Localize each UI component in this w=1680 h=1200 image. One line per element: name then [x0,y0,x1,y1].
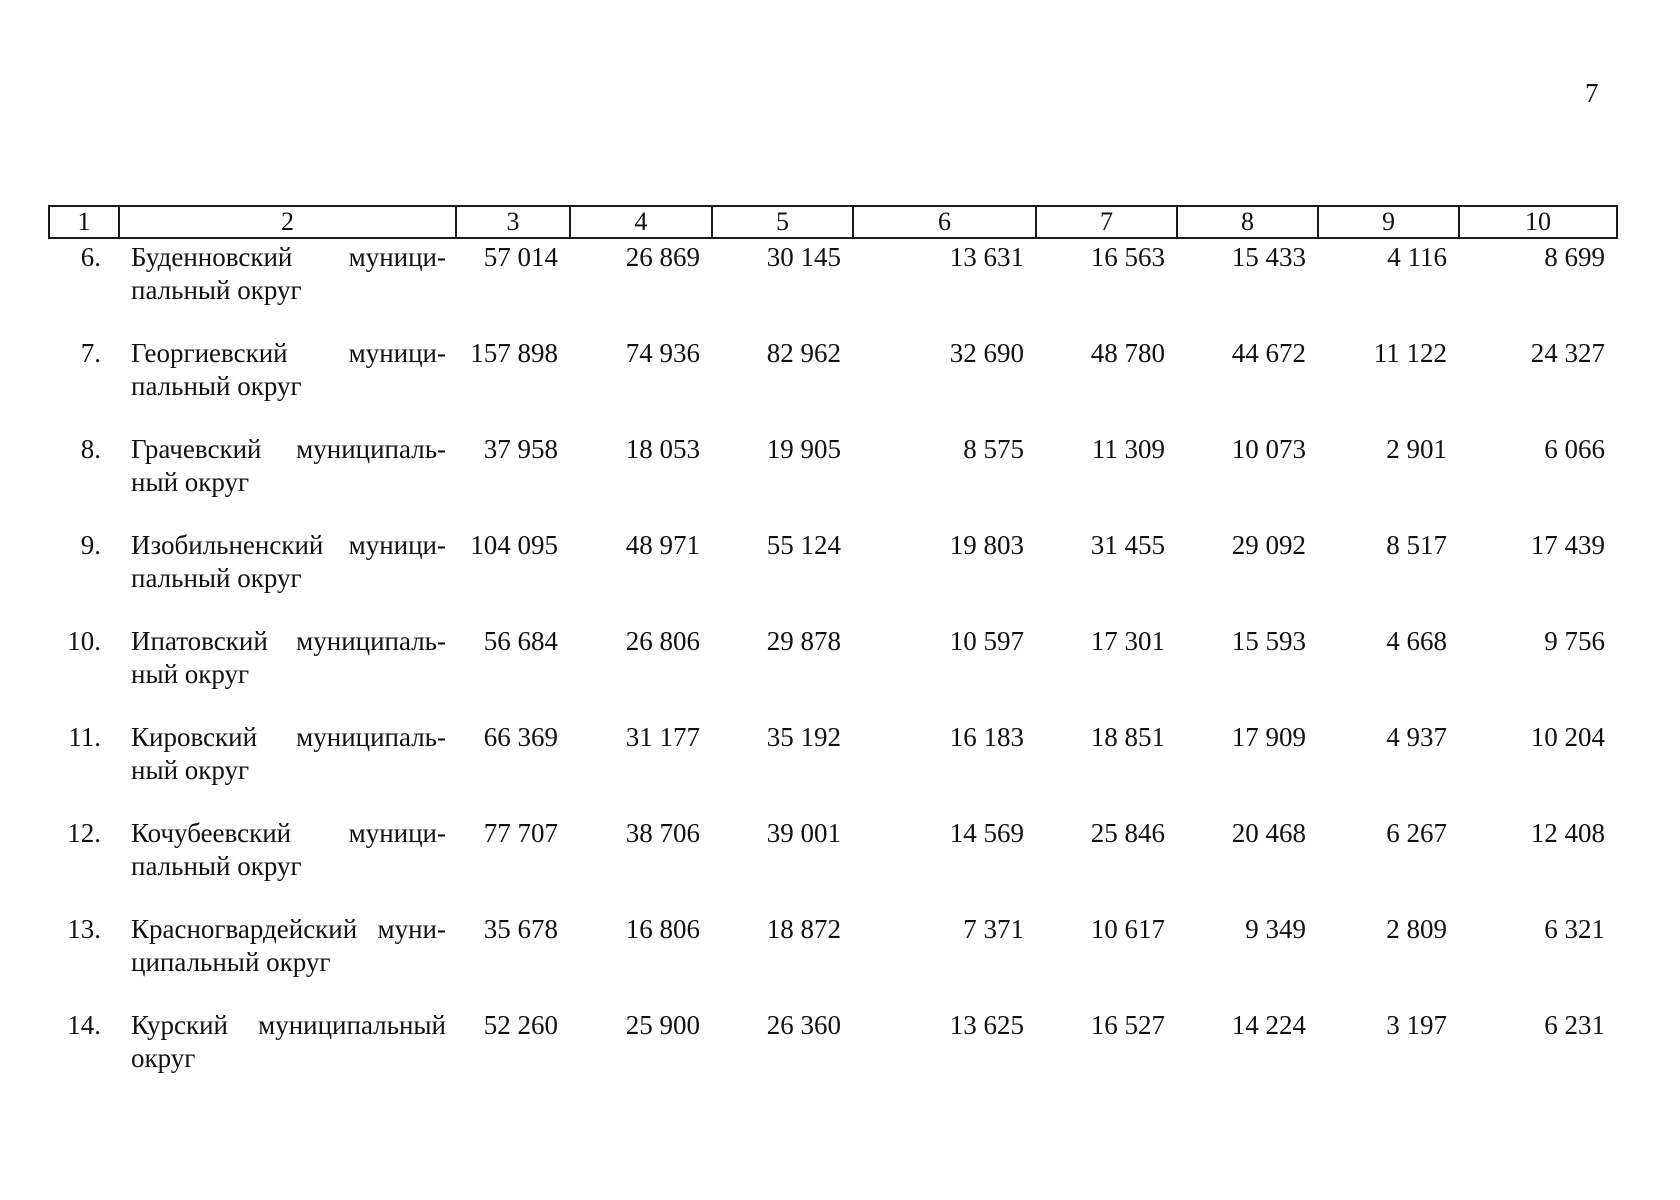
district-name [119,1009,456,1105]
value-cell-col-10: 6 231 [1544,1010,1605,1040]
value-cell-col-9: 4 668 [1386,626,1447,656]
row-number: 10. [67,626,101,656]
table-row [49,817,1617,913]
value-cell-col-4: 31 177 [625,722,700,752]
value-cell-col-6: 13 625 [949,1010,1024,1040]
value-cell-col-9: 6 267 [1386,818,1447,848]
district-name-line-2: ный округ [131,467,250,497]
value-cell-col-10: 6 066 [1544,434,1605,464]
table-body [49,238,1617,1105]
district-name-line-2: пальный округ [131,563,302,593]
value-cell-col-5: 18 872 [766,914,841,944]
value-cell-col-6: 14 569 [949,818,1024,848]
value-cell-col-6: 19 803 [949,530,1024,560]
header-row [49,206,1617,238]
value-cell-col-8: 17 909 [1231,722,1306,752]
value-cell-col-5: 26 360 [766,1010,841,1040]
value-cell-col-4: 26 869 [625,242,700,272]
table-row [49,433,1617,529]
value-cell-col-9: 2 901 [1386,434,1447,464]
value-cell-col-10: 10 204 [1530,722,1605,752]
statistics-table-container [48,205,1616,1105]
table-header [49,206,1617,238]
value-cell-col-8: 29 092 [1231,530,1306,560]
value-cell-col-3: 57 014 [483,242,558,272]
row-number: 9. [80,530,101,560]
value-cell-col-8: 20 468 [1231,818,1306,848]
value-cell-col-7: 10 617 [1090,914,1165,944]
district-name-line-1: Курский муниципальный [131,1010,446,1040]
district-name [119,433,456,529]
district-name [119,337,456,433]
value-cell-col-3: 37 958 [483,434,558,464]
district-name-line-1: Грачевский муниципаль- [131,434,446,464]
value-cell-col-7: 18 851 [1090,722,1165,752]
column-header-2: 2 [119,206,456,238]
value-cell-col-3: 157 898 [470,338,558,368]
table-row [49,913,1617,1009]
value-cell-col-6: 7 371 [963,914,1024,944]
value-cell-col-4: 38 706 [625,818,700,848]
row-number: 8. [80,434,101,464]
table-row [49,238,1617,337]
value-cell-col-9: 2 809 [1386,914,1447,944]
district-name-line-2: пальный округ [131,275,302,305]
value-cell-col-5: 82 962 [766,338,841,368]
value-cell-col-9: 4 116 [1387,242,1447,272]
district-name-line-2: пальный округ [131,371,302,401]
district-name-line-2: округ [131,1043,196,1073]
row-number: 6. [80,242,101,272]
value-cell-col-9: 11 122 [1373,338,1447,368]
value-cell-col-6: 32 690 [949,338,1024,368]
value-cell-col-8: 14 224 [1231,1010,1306,1040]
value-cell-col-7: 31 455 [1090,530,1165,560]
district-name-line-2: ный округ [131,755,250,785]
value-cell-col-4: 26 806 [625,626,700,656]
statistics-table [48,205,1618,1105]
value-cell-col-10: 8 699 [1544,242,1605,272]
district-name-line-2: пальный округ [131,851,302,881]
value-cell-col-4: 48 971 [625,530,700,560]
value-cell-col-3: 77 707 [483,818,558,848]
value-cell-col-5: 19 905 [766,434,841,464]
column-header-10: 10 [1459,206,1617,238]
value-cell-col-5: 55 124 [766,530,841,560]
value-cell-col-7: 11 309 [1091,434,1165,464]
district-name-line-1: Кировский муниципаль- [131,722,446,752]
district-name-line-1: Изобильненский муници- [131,530,446,560]
value-cell-col-4: 25 900 [625,1010,700,1040]
district-name [119,238,456,337]
column-header-9: 9 [1318,206,1459,238]
table-row [49,625,1617,721]
value-cell-col-5: 35 192 [766,722,841,752]
value-cell-col-9: 3 197 [1386,1010,1447,1040]
column-header-7: 7 [1036,206,1177,238]
value-cell-col-10: 24 327 [1530,338,1605,368]
value-cell-col-5: 39 001 [766,818,841,848]
value-cell-col-3: 56 684 [483,626,558,656]
value-cell-col-6: 16 183 [949,722,1024,752]
value-cell-col-7: 17 301 [1090,626,1165,656]
district-name-line-2: ный округ [131,659,250,689]
value-cell-col-7: 16 527 [1090,1010,1165,1040]
value-cell-col-3: 35 678 [483,914,558,944]
row-number: 11. [68,722,101,752]
row-number: 13. [67,914,101,944]
value-cell-col-3: 52 260 [483,1010,558,1040]
value-cell-col-7: 25 846 [1090,818,1165,848]
value-cell-col-6: 8 575 [963,434,1024,464]
table-row [49,1009,1617,1105]
value-cell-col-8: 44 672 [1231,338,1306,368]
row-number: 12. [67,818,101,848]
value-cell-col-4: 18 053 [625,434,700,464]
column-header-5: 5 [712,206,853,238]
value-cell-col-8: 15 593 [1231,626,1306,656]
value-cell-col-5: 29 878 [766,626,841,656]
district-name-line-1: Ипатовский муниципаль- [131,626,446,656]
district-name-line-1: Красногвардейский муни- [131,914,446,944]
district-name [119,529,456,625]
value-cell-col-9: 8 517 [1386,530,1447,560]
value-cell-col-8: 10 073 [1231,434,1306,464]
table-row [49,529,1617,625]
value-cell-col-4: 74 936 [625,338,700,368]
column-header-8: 8 [1177,206,1318,238]
value-cell-col-10: 6 321 [1544,914,1605,944]
district-name [119,721,456,817]
value-cell-col-10: 17 439 [1530,530,1605,560]
district-name [119,817,456,913]
row-number: 14. [67,1010,101,1040]
district-name-line-1: Кочубеевский муници- [131,818,446,848]
column-header-6: 6 [853,206,1036,238]
column-header-3: 3 [456,206,570,238]
value-cell-col-3: 104 095 [470,530,558,560]
value-cell-col-7: 16 563 [1090,242,1165,272]
table-row [49,337,1617,433]
district-name-line-1: Буденновский муници- [131,242,446,272]
page-number: 7 [1585,78,1599,108]
value-cell-col-10: 12 408 [1530,818,1605,848]
value-cell-col-3: 66 369 [483,722,558,752]
value-cell-col-4: 16 806 [625,914,700,944]
value-cell-col-6: 13 631 [949,242,1024,272]
value-cell-col-5: 30 145 [766,242,841,272]
value-cell-col-10: 9 756 [1544,626,1605,656]
column-header-1: 1 [49,206,119,238]
district-name [119,625,456,721]
value-cell-col-8: 9 349 [1245,914,1306,944]
row-number: 7. [80,338,101,368]
value-cell-col-8: 15 433 [1231,242,1306,272]
value-cell-col-9: 4 937 [1386,722,1447,752]
value-cell-col-7: 48 780 [1090,338,1165,368]
district-name-line-2: ципальный округ [131,947,331,977]
value-cell-col-6: 10 597 [949,626,1024,656]
district-name-line-1: Георгиевский муници- [131,338,446,368]
column-header-4: 4 [570,206,712,238]
district-name [119,913,456,1009]
table-row [49,721,1617,817]
